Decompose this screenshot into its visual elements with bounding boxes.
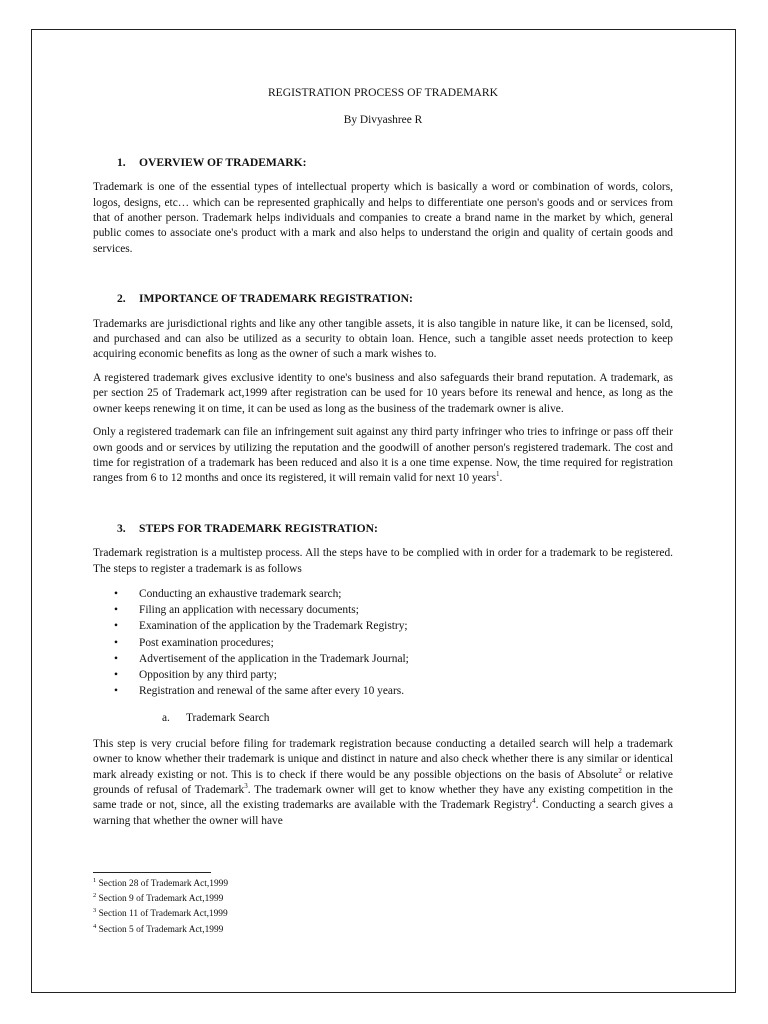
paragraph: Trademarks are jurisdictional rights and like any other tangible assets, it is also tangible in nature like, it can be licensed, sold, and purchased and can also be utilized as a security to obtain loan. Hence, such a tangible asset needs protection to keep acquiring economic benefits as long as the owner of such a mark wishes to.	[93, 317, 673, 361]
section-heading-importance	[93, 291, 673, 306]
list-item	[93, 651, 673, 667]
list-item	[93, 586, 673, 602]
bullet-icon: •	[114, 652, 118, 665]
paragraph-text: . The trademark owner will get to know whether they have any existing competition in the same trade or not, since, all the existing trademarks are available with the Trademark Registry	[93, 783, 673, 812]
bullet-icon: •	[114, 620, 118, 633]
list-item-text: Examination of the application by the Trademark Registry;	[139, 620, 408, 633]
section-title: IMPORTANCE OF TRADEMARK REGISTRATION:	[139, 292, 413, 306]
footnote-ref: 3	[244, 782, 248, 791]
bullet-icon: •	[114, 636, 118, 649]
list-item	[93, 683, 673, 699]
paragraph: Trademark registration is a multistep process. All the steps have to be complied with in order for a trademark to be registered. The steps to register a trademark is as follows	[93, 547, 673, 575]
paragraph-text: . Conducting a search gives a warning that whether the owner will have	[93, 799, 673, 827]
footnote	[93, 907, 228, 922]
list-item	[93, 667, 673, 683]
bullet-icon: •	[114, 668, 118, 681]
footnote-text: Section 5 of Trademark Act,1999	[98, 924, 224, 935]
footnote-number: 3	[93, 907, 97, 915]
footnote	[93, 892, 228, 907]
list-item	[93, 635, 673, 651]
paragraph-text: or relative grounds of refusal of Trademark	[93, 768, 673, 796]
document-author: By Divyashree R	[343, 114, 423, 127]
footnote-number: 1	[93, 876, 97, 884]
bullet-icon: •	[114, 604, 118, 617]
list-item-text: Conducting an exhaustive trademark search;	[139, 587, 342, 600]
list-item-text: Registration and renewal of the same after every 10 years.	[139, 685, 405, 698]
footnote-number: 2	[93, 892, 97, 900]
document-title: REGISTRATION PROCESS OF TRADEMARK	[267, 86, 499, 99]
footnote-ref: 1	[496, 470, 500, 479]
list-item-text: Advertisement of the application in the Trademark Journal;	[139, 652, 409, 665]
section-title: STEPS FOR TRADEMARK REGISTRATION:	[139, 521, 378, 535]
footnote-ref: 2	[618, 766, 622, 775]
steps-list	[93, 586, 673, 699]
section-heading-steps	[93, 521, 673, 536]
list-item-text: Post examination procedures;	[139, 636, 274, 649]
paragraph-text: Only a registered trademark can file an infringement suit against any third party infringer who tries to infringe or pass off their own goods and or services by utilizing the reputation and the goodwill of another person's registered trademark. The cost and time for registration of a trademark has been reduced and also it is a one time expense. Now, the time required for registration ranges from 6 to 12 months and once its registered, it will remain valid for next 10 years	[93, 426, 673, 485]
list-item	[93, 618, 673, 634]
bullet-icon: •	[114, 685, 118, 698]
list-item-text: Filing an application with necessary documents;	[139, 604, 359, 617]
footnotes	[93, 877, 228, 938]
section-heading-overview	[93, 155, 673, 170]
paragraph: Trademark is one of the essential types of intellectual property which is basically a word or combination of words, colors, logos, designs, etc… which can be represented graphically and helps to differentiate one person's goods and or services from that of another person. Trademark helps individuals and companies to create a brand name in the market by which, general public comes to associate one's product with a mark and also helps to understand the origin and quality of certain goods and services.	[93, 181, 673, 255]
subsection-letter: a.	[162, 712, 170, 725]
subsection-heading-trademark-search	[93, 711, 673, 726]
paragraph: A registered trademark gives exclusive identity to one's business and also safeguards their brand reputation. A trademark, as per section 25 of Trademark act,1999 after registration can be used for 10 years before its renewal and hence, as long as the owner keeps renewing it on time, it can be used as long as the business of the trademark owner is alive.	[93, 371, 673, 415]
footnote-number: 4	[93, 922, 97, 930]
section-number: 3.	[117, 521, 126, 535]
list-item-text: Opposition by any third party;	[139, 668, 277, 681]
subsection-title: Trademark Search	[186, 712, 270, 725]
list-item	[93, 602, 673, 618]
footnote-text: Section 11 of Trademark Act,1999	[98, 909, 228, 920]
footnote	[93, 923, 228, 938]
footnote-ref: 4	[532, 797, 536, 806]
section-title: OVERVIEW OF TRADEMARK:	[139, 155, 307, 169]
section-number: 1.	[117, 155, 126, 169]
footnote-text: Section 28 of Trademark Act,1999	[98, 879, 229, 889]
paragraph: Only a registered trademark can file an infringement suit against any third party infringer who tries to infringe or pass off their own goods and or services by utilizing the reputation and the goodwill of another person's registered trademark. The cost and time for registration of a trademark has been reduced and also it is a one time expense. Now, the time required for registration ranges from 6 to 12 months and once its registered, it will remain valid for next 10 years$^1$.	[93, 426, 673, 485]
footnote-separator	[93, 872, 211, 873]
bullet-icon: •	[114, 587, 118, 600]
footnote-text: Section 9 of Trademark Act,1999	[98, 894, 224, 905]
document-body	[93, 85, 673, 829]
section-number: 2.	[117, 292, 126, 306]
footnote	[93, 877, 228, 892]
paragraph-text: This step is very crucial before filing for trademark registration because conducting a detailed search will help a trademark owner to know whether their trademark is unique and distinct in nature and also check whether there is any similar or identical mark already existing or not. This is to check if there would be any possible objections on the basis of Absolute	[93, 737, 673, 781]
paragraph	[93, 737, 673, 829]
